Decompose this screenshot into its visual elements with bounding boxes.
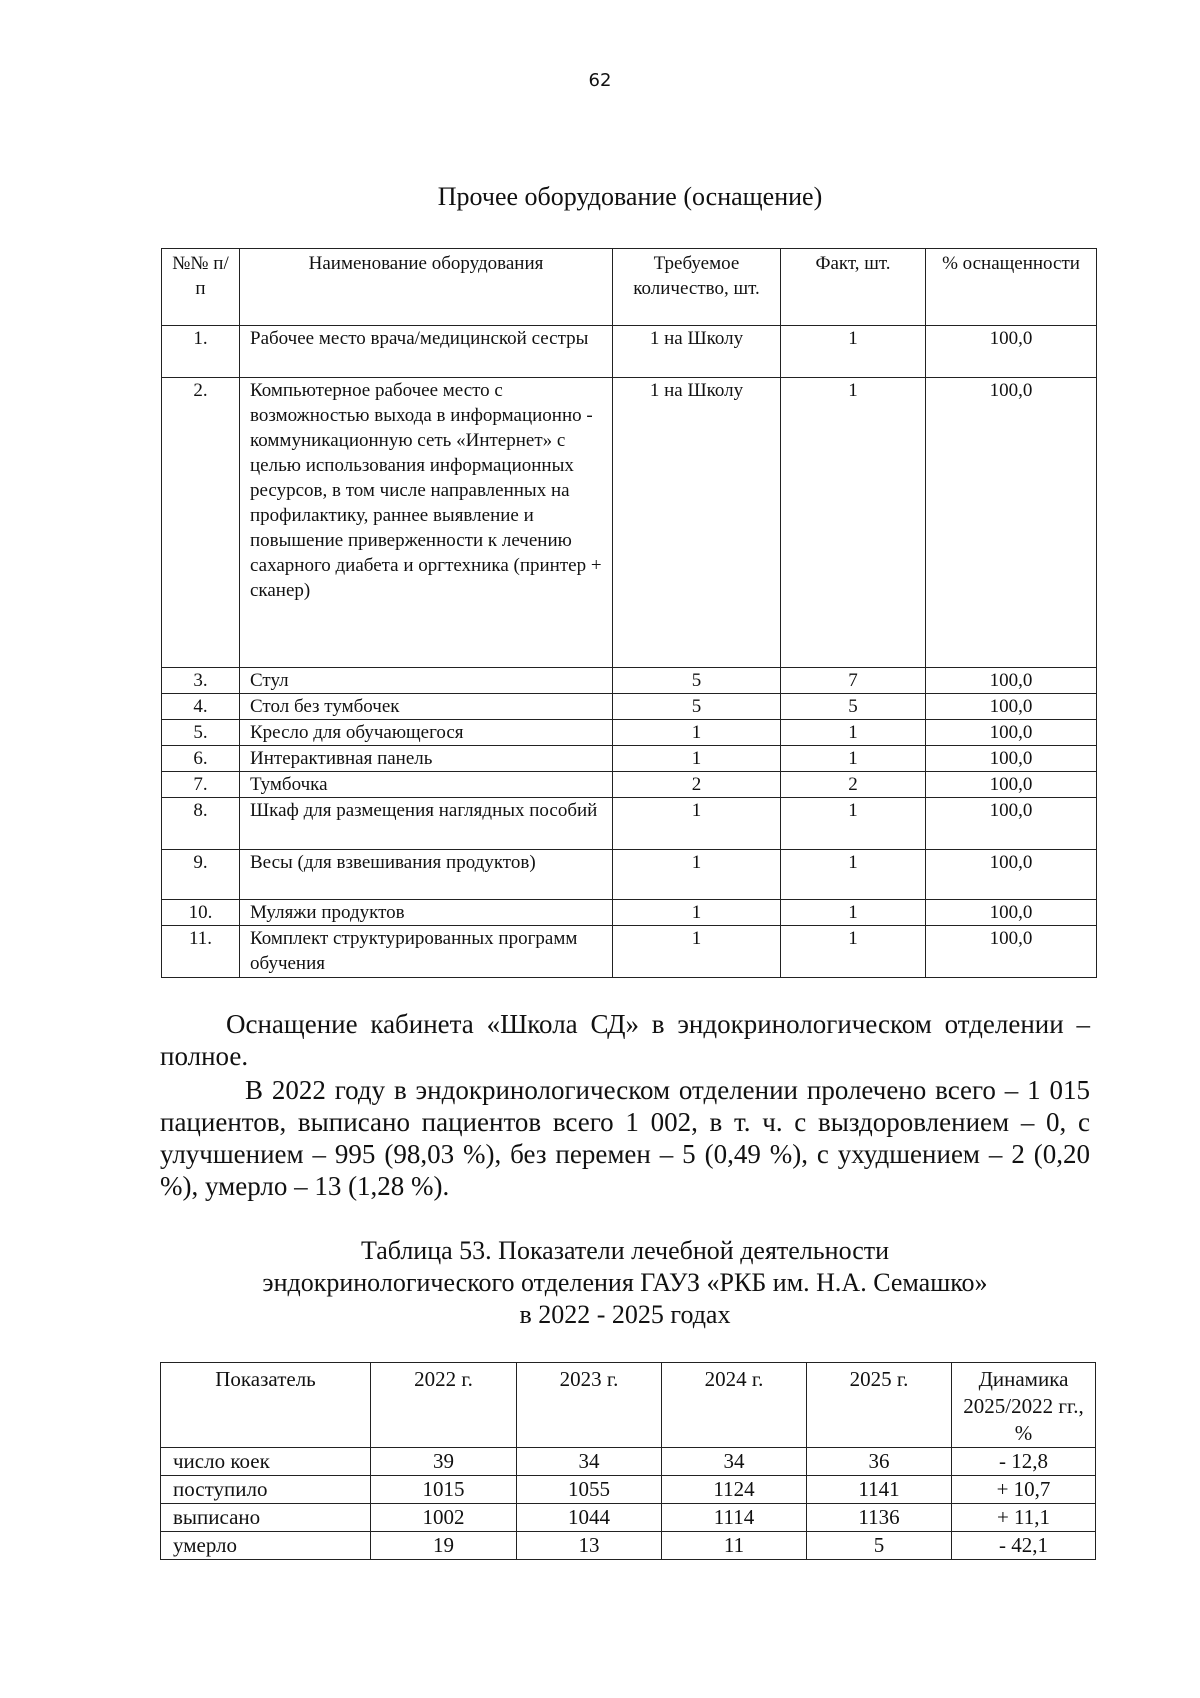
required-qty: 5 — [613, 694, 781, 720]
paragraph-treatment-stats: В 2022 году в эндокринологическом отделении пролечено всего – 1 015 пациентов, выписано пациентов всего 1 002, в т. ч. с выздоровлением – 0, с улучшением – 995 (98,03 %), без перемен – 5 (0,49 %), с ухудшением – 2 (0,20 %), умерло – 13 (1,28 %). — [160, 1075, 1090, 1201]
table-row — [162, 926, 1097, 978]
table-row — [161, 1504, 1096, 1532]
equipment-percent: 100,0 — [926, 668, 1097, 694]
equipment-percent: 100,0 — [926, 694, 1097, 720]
table53-title-line: в 2022 - 2025 годах — [519, 1300, 731, 1329]
row-number: 2. — [162, 378, 240, 668]
equipment-percent: 100,0 — [926, 378, 1097, 668]
equipment-percent: 100,0 — [926, 326, 1097, 378]
table53-title-line: Таблица 53. Показатели лечебной деятельности — [360, 1236, 890, 1265]
table-row — [161, 1532, 1096, 1560]
dynamics-percent: - 12,8 — [952, 1448, 1096, 1476]
table53-title-line: эндокринологического отделения ГАУЗ «РКБ им. Н.А. Семашко» — [262, 1268, 988, 1297]
equipment-name: Стул — [240, 668, 613, 694]
header-cell: 2024 г. — [662, 1363, 807, 1448]
indicator-label: поступило — [161, 1476, 371, 1504]
equipment-percent: 100,0 — [926, 926, 1097, 978]
row-number: 5. — [162, 720, 240, 746]
actual-qty: 5 — [781, 694, 926, 720]
required-qty: 1 на Школу — [613, 378, 781, 668]
paragraph-equipment-summary: Оснащение кабинета «Школа СД» в эндокринологическом отделении – полное. — [160, 1009, 1090, 1071]
value-2023: 13 — [517, 1532, 662, 1560]
value-2025: 36 — [807, 1448, 952, 1476]
table-row — [162, 694, 1097, 720]
actual-qty: 1 — [781, 720, 926, 746]
equipment-percent: 100,0 — [926, 772, 1097, 798]
equipment-name: Комплект структурированных программ обучения — [240, 926, 613, 978]
value-2022: 1002 — [371, 1504, 517, 1532]
value-2025: 1141 — [807, 1476, 952, 1504]
row-number: 11. — [162, 926, 240, 978]
row-number: 1. — [162, 326, 240, 378]
actual-qty: 1 — [781, 926, 926, 978]
value-2023: 34 — [517, 1448, 662, 1476]
header-cell: Показатель — [161, 1363, 371, 1448]
header-cell: 2022 г. — [371, 1363, 517, 1448]
actual-qty: 2 — [781, 772, 926, 798]
activity-indicators-table — [160, 1362, 1096, 1560]
actual-qty: 1 — [781, 746, 926, 772]
row-number: 10. — [162, 900, 240, 926]
equipment-name: Рабочее место врача/медицинской сестры — [240, 326, 613, 378]
header-cell: 2025 г. — [807, 1363, 952, 1448]
dynamics-percent: - 42,1 — [952, 1532, 1096, 1560]
equipment-percent: 100,0 — [926, 720, 1097, 746]
table-row — [162, 326, 1097, 378]
equipment-percent: 100,0 — [926, 746, 1097, 772]
actual-qty: 7 — [781, 668, 926, 694]
value-2022: 39 — [371, 1448, 517, 1476]
row-number: 6. — [162, 746, 240, 772]
header-cell: Факт, шт. — [781, 249, 926, 326]
table-row — [162, 378, 1097, 668]
value-2022: 19 — [371, 1532, 517, 1560]
value-2022: 1015 — [371, 1476, 517, 1504]
required-qty: 1 — [613, 746, 781, 772]
equipment-name: Муляжи продуктов — [240, 900, 613, 926]
header-cell: Требуемое количество, шт. — [613, 249, 781, 326]
equipment-name: Компьютерное рабочее место с возможностью выхода в информационно - коммуникационную сеть «Интернет» с целью использования информационных ресурсов, в том числе направленных на профилактику, раннее выявление и повышение приверженности к лечению сахарного диабета и оргтехника (принтер + сканер) — [240, 378, 613, 668]
required-qty: 1 — [613, 850, 781, 900]
row-number: 4. — [162, 694, 240, 720]
value-2024: 11 — [662, 1532, 807, 1560]
table-row — [162, 900, 1097, 926]
dynamics-percent: + 11,1 — [952, 1504, 1096, 1532]
table-row — [162, 850, 1097, 900]
header-cell: Динамика 2025/2022 гг., % — [952, 1363, 1096, 1448]
required-qty: 1 — [613, 798, 781, 850]
stats-table-header — [161, 1363, 1096, 1448]
actual-qty: 1 — [781, 900, 926, 926]
equipment-table — [161, 248, 1097, 978]
page-number: 62 — [588, 70, 612, 91]
actual-qty: 1 — [781, 378, 926, 668]
actual-qty: 1 — [781, 850, 926, 900]
actual-qty: 1 — [781, 326, 926, 378]
required-qty: 2 — [613, 772, 781, 798]
row-number: 3. — [162, 668, 240, 694]
equipment-title: Прочее оборудование (оснащение) — [437, 182, 823, 211]
header-cell: №№ п/п — [162, 249, 240, 326]
table-row — [162, 668, 1097, 694]
equipment-name: Кресло для обучающегося — [240, 720, 613, 746]
value-2025: 5 — [807, 1532, 952, 1560]
equipment-percent: 100,0 — [926, 850, 1097, 900]
table-row — [161, 1476, 1096, 1504]
value-2023: 1055 — [517, 1476, 662, 1504]
table53-title — [160, 1235, 1090, 1331]
value-2025: 1136 — [807, 1504, 952, 1532]
table-row — [162, 746, 1097, 772]
value-2024: 1114 — [662, 1504, 807, 1532]
row-number: 9. — [162, 850, 240, 900]
row-number: 7. — [162, 772, 240, 798]
table-row — [162, 772, 1097, 798]
required-qty: 1 на Школу — [613, 326, 781, 378]
required-qty: 1 — [613, 720, 781, 746]
required-qty: 1 — [613, 900, 781, 926]
header-cell: Наименование оборудования — [240, 249, 613, 326]
required-qty: 5 — [613, 668, 781, 694]
equipment-name: Интерактивная панель — [240, 746, 613, 772]
table-row — [162, 720, 1097, 746]
equipment-name: Тумбочка — [240, 772, 613, 798]
required-qty: 1 — [613, 926, 781, 978]
equipment-name: Шкаф для размещения наглядных пособий — [240, 798, 613, 850]
value-2023: 1044 — [517, 1504, 662, 1532]
value-2024: 34 — [662, 1448, 807, 1476]
table-row — [162, 798, 1097, 850]
equipment-percent: 100,0 — [926, 900, 1097, 926]
equipment-percent: 100,0 — [926, 798, 1097, 850]
indicator-label: умерло — [161, 1532, 371, 1560]
header-cell: 2023 г. — [517, 1363, 662, 1448]
header-cell: % оснащенности — [926, 249, 1097, 326]
row-number: 8. — [162, 798, 240, 850]
table-row — [161, 1448, 1096, 1476]
indicator-label: выписано — [161, 1504, 371, 1532]
equipment-name: Весы (для взвешивания продуктов) — [240, 850, 613, 900]
value-2024: 1124 — [662, 1476, 807, 1504]
equipment-table-header — [162, 249, 1097, 326]
dynamics-percent: + 10,7 — [952, 1476, 1096, 1504]
equipment-name: Стол без тумбочек — [240, 694, 613, 720]
indicator-label: число коек — [161, 1448, 371, 1476]
actual-qty: 1 — [781, 798, 926, 850]
